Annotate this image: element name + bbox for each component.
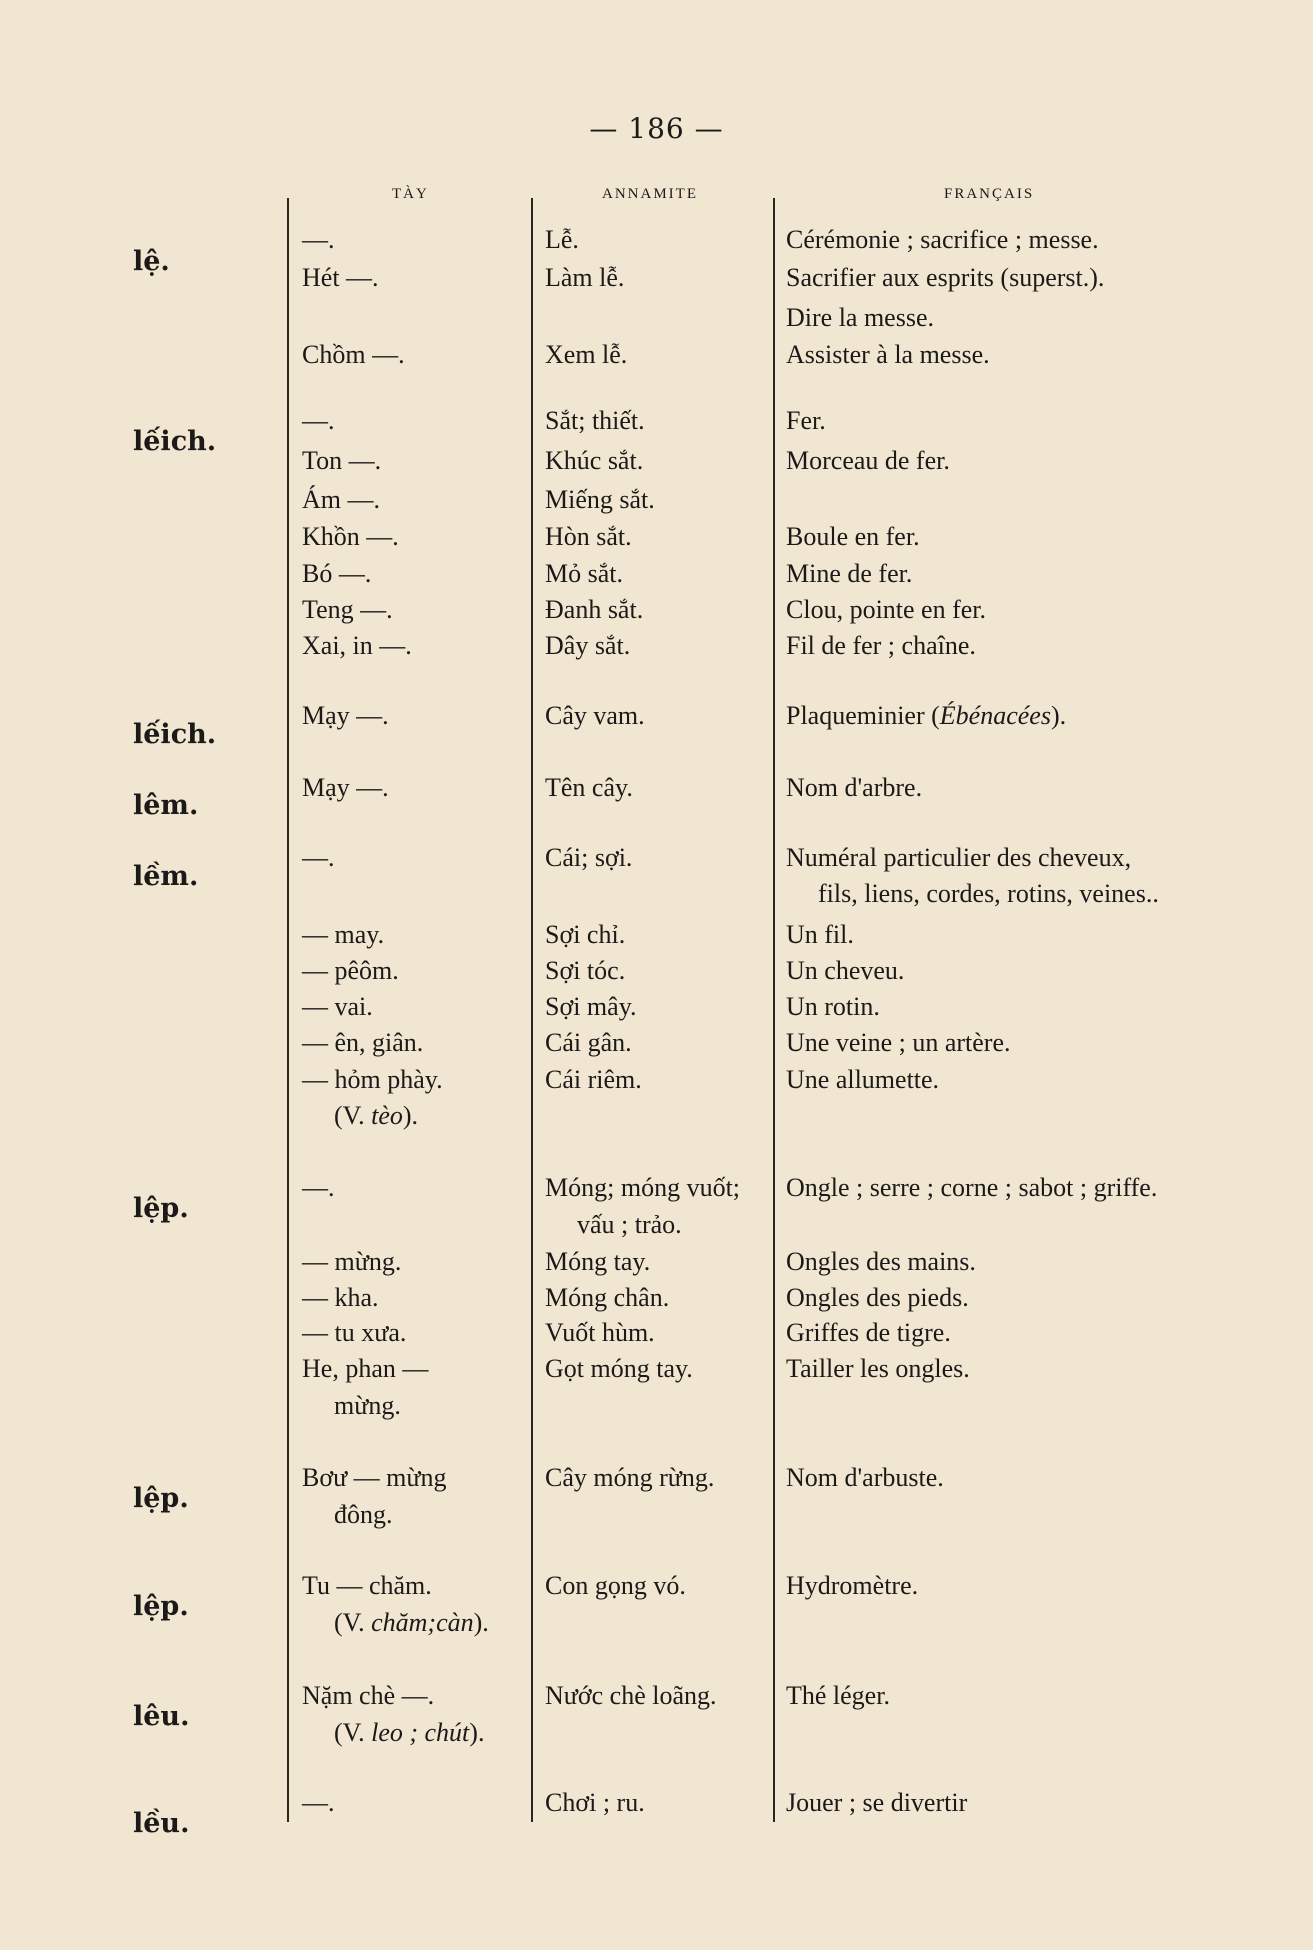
francais-cell xyxy=(786,1351,970,1387)
tay-cell xyxy=(302,840,335,876)
francais-cell xyxy=(786,1568,918,1604)
francais-cell-text: Nom d'arbuste. xyxy=(786,1463,944,1492)
francais-cell xyxy=(786,556,912,592)
francais-cell xyxy=(786,403,826,439)
tay-cell-italic: leo ; chút xyxy=(371,1718,470,1747)
francais-cell xyxy=(786,876,1159,912)
tay-cell-text: — hỏm phày. xyxy=(302,1065,443,1094)
column-rule-right xyxy=(773,198,775,1822)
tay-cell-text: — ên, giân. xyxy=(302,1028,424,1057)
annamite-cell xyxy=(545,592,643,628)
annamite-cell-text: Móng; móng vuốt; xyxy=(545,1173,741,1202)
annamite-cell-text: Vuốt hùm. xyxy=(545,1318,655,1347)
annamite-cell xyxy=(545,482,655,518)
francais-cell-text: Clou, pointe en fer. xyxy=(786,595,987,624)
francais-cell xyxy=(786,1315,951,1351)
tay-cell xyxy=(302,519,399,555)
tay-cell-text: —. xyxy=(302,406,335,435)
tay-cell-suffix: ). xyxy=(402,1101,419,1130)
francais-cell xyxy=(786,1785,967,1821)
annamite-cell xyxy=(545,917,625,953)
column-rule-left xyxy=(287,198,289,1822)
annamite-cell xyxy=(545,337,627,373)
tay-cell-text: Tu — chăm. xyxy=(302,1571,432,1600)
tay-cell-text: — pêôm. xyxy=(302,956,399,985)
francais-cell xyxy=(786,1280,969,1316)
annamite-cell xyxy=(545,1460,714,1496)
francais-cell-text: Dire la messe. xyxy=(786,303,935,332)
tay-cell-text: Bó —. xyxy=(302,559,372,588)
francais-cell-text: Plaqueminier ( xyxy=(786,701,940,730)
tay-cell-text: (V. xyxy=(334,1718,372,1747)
tay-cell xyxy=(302,1605,489,1641)
francais-cell xyxy=(786,337,990,373)
tay-cell-text: — tu xưa. xyxy=(302,1318,407,1347)
tay-cell-text: Chồm —. xyxy=(302,340,405,369)
francais-cell xyxy=(786,1062,939,1098)
annamite-cell-text: Miếng sắt. xyxy=(545,485,655,514)
annamite-cell xyxy=(545,403,645,439)
francais-cell-text: Un rotin. xyxy=(786,992,880,1021)
tay-cell-text: (V. xyxy=(334,1101,372,1130)
tay-cell xyxy=(302,1460,447,1496)
annamite-cell xyxy=(545,1280,669,1316)
tay-cell-text: — kha. xyxy=(302,1283,379,1312)
annamite-cell xyxy=(545,698,645,734)
tay-cell xyxy=(302,1315,406,1351)
annamite-cell-text: Cái; sợi. xyxy=(545,843,633,872)
annamite-cell-text: Mỏ sắt. xyxy=(545,559,623,588)
annamite-cell-text: Cây vam. xyxy=(545,701,645,730)
annamite-cell-text: Khúc sắt. xyxy=(545,446,644,475)
tay-cell xyxy=(302,1351,428,1387)
francais-cell-text: Morceau de fer. xyxy=(786,446,950,475)
annamite-cell-text: Nước chè loãng. xyxy=(545,1681,717,1710)
francais-cell-italic: Ébénacées xyxy=(939,701,1051,730)
annamite-cell-text: Con gọng vó. xyxy=(545,1571,686,1600)
francais-cell xyxy=(786,300,934,336)
tay-cell xyxy=(302,1062,443,1098)
francais-cell-text: Thé léger. xyxy=(786,1681,890,1710)
tay-cell-italic: tèo xyxy=(371,1101,403,1130)
francais-cell-text: Un fil. xyxy=(786,920,854,949)
tay-cell-italic: chăm;càn xyxy=(371,1608,474,1637)
tay-cell xyxy=(302,1388,401,1424)
tay-cell xyxy=(302,1568,432,1604)
tay-cell xyxy=(302,1244,401,1280)
annamite-cell-text: Làm lễ. xyxy=(545,263,625,292)
tay-cell xyxy=(302,628,412,664)
annamite-cell xyxy=(545,770,633,806)
tay-cell-text: —. xyxy=(302,225,335,254)
annamite-cell xyxy=(545,1351,693,1387)
tay-cell-text: —. xyxy=(302,1788,335,1817)
tay-cell-text: Nặm chè —. xyxy=(302,1681,435,1710)
francais-cell xyxy=(786,1025,1011,1061)
tay-cell-text: — may. xyxy=(302,920,385,949)
tay-cell-text: —. xyxy=(302,843,335,872)
annamite-cell xyxy=(545,1244,650,1280)
annamite-cell xyxy=(545,260,624,296)
annamite-cell-text: Đanh sắt. xyxy=(545,595,644,624)
tay-cell xyxy=(302,917,384,953)
tay-cell xyxy=(302,989,373,1025)
entry-headword: lếich. xyxy=(133,426,217,457)
tay-cell xyxy=(302,482,380,518)
annamite-cell-text: Chơi ; ru. xyxy=(545,1788,645,1817)
annamite-cell xyxy=(545,519,632,555)
tay-cell-text: Mạy —. xyxy=(302,773,389,802)
tay-cell-text: — vai. xyxy=(302,992,373,1021)
annamite-cell-text: Sợi tóc. xyxy=(545,956,626,985)
annamite-cell xyxy=(545,1315,655,1351)
annamite-cell-text: Tên cây. xyxy=(545,773,633,802)
francais-cell-text: Une veine ; un artère. xyxy=(786,1028,1011,1057)
francais-cell-text: Numéral particulier des cheveux, xyxy=(786,843,1132,872)
entry-headword: lệ. xyxy=(133,246,170,277)
francais-cell xyxy=(786,222,1099,258)
tay-cell xyxy=(302,592,393,628)
tay-cell xyxy=(302,260,379,296)
francais-cell-text: fils, liens, cordes, rotins, veines.. xyxy=(818,879,1159,908)
tay-cell xyxy=(302,1170,335,1206)
francais-cell xyxy=(786,840,1131,876)
tay-cell xyxy=(302,1025,423,1061)
annamite-cell xyxy=(545,953,625,989)
francais-cell-text: Assister à la messe. xyxy=(786,340,990,369)
tay-cell-text: Xai, in —. xyxy=(302,631,412,660)
annamite-cell-text: Cái gân. xyxy=(545,1028,632,1057)
francais-cell-text: Sacrifier aux esprits (superst.). xyxy=(786,263,1105,292)
tay-cell xyxy=(302,222,335,258)
tay-cell-text: —. xyxy=(302,1173,335,1202)
francais-cell-text: Ongles des pieds. xyxy=(786,1283,969,1312)
francais-cell-text: Mine de fer. xyxy=(786,559,913,588)
annamite-cell xyxy=(545,222,579,258)
entry-headword: lềm. xyxy=(133,861,199,892)
francais-cell-text: Fer. xyxy=(786,406,826,435)
francais-cell-text: Tailler les ongles. xyxy=(786,1354,970,1383)
annamite-cell-text: Hòn sắt. xyxy=(545,522,632,551)
entry-headword: lệp. xyxy=(133,1193,189,1224)
tay-cell xyxy=(302,953,399,989)
tay-cell xyxy=(302,443,381,479)
francais-cell xyxy=(786,519,920,555)
tay-cell-text: Ton —. xyxy=(302,446,382,475)
column-rule-middle xyxy=(531,198,533,1822)
annamite-cell-text: Móng chân. xyxy=(545,1283,670,1312)
tay-cell-text: Khồn —. xyxy=(302,522,399,551)
tay-cell xyxy=(302,1497,393,1533)
tay-cell xyxy=(302,1715,484,1751)
francais-cell xyxy=(786,592,986,628)
annamite-cell xyxy=(545,1207,682,1243)
francais-cell xyxy=(786,260,1104,296)
annamite-cell xyxy=(545,840,632,876)
francais-cell-text: Fil de fer ; chaîne. xyxy=(786,631,976,660)
entry-headword: lệp. xyxy=(133,1483,189,1514)
francais-cell-text: Un cheveu. xyxy=(786,956,905,985)
francais-cell xyxy=(786,1460,944,1496)
francais-cell-text: Ongle ; serre ; corne ; sabot ; griffe. xyxy=(786,1173,1158,1202)
annamite-cell-text: Sợi chỉ. xyxy=(545,920,626,949)
francais-cell xyxy=(786,698,1066,734)
annamite-cell-text: Cây móng rừng. xyxy=(545,1463,715,1492)
tay-cell-text: — mừng. xyxy=(302,1247,402,1276)
header-francais: FRANÇAIS xyxy=(944,186,1035,202)
francais-cell xyxy=(786,770,922,806)
entry-headword: lệp. xyxy=(133,1591,189,1622)
annamite-cell xyxy=(545,1785,645,1821)
tay-cell-text: Teng —. xyxy=(302,595,393,624)
francais-cell-text: Griffes de tigre. xyxy=(786,1318,951,1347)
annamite-cell-text: Cái riêm. xyxy=(545,1065,642,1094)
tay-cell xyxy=(302,1098,418,1134)
tay-cell-suffix: ). xyxy=(469,1718,485,1747)
header-tay: TÀY xyxy=(392,186,429,202)
francais-cell xyxy=(786,1170,1157,1206)
annamite-cell xyxy=(545,989,637,1025)
francais-cell xyxy=(786,443,950,479)
annamite-cell xyxy=(545,628,630,664)
annamite-cell-text: Xem lễ. xyxy=(545,340,628,369)
tay-cell xyxy=(302,1785,335,1821)
tay-cell-suffix: ). xyxy=(473,1608,489,1637)
annamite-cell-text: Dây sắt. xyxy=(545,631,631,660)
annamite-cell-text: Móng tay. xyxy=(545,1247,651,1276)
annamite-cell-text: Sợi mây. xyxy=(545,992,637,1021)
tay-cell xyxy=(302,1678,434,1714)
tay-cell xyxy=(302,403,335,439)
francais-cell-text: Nom d'arbre. xyxy=(786,773,923,802)
tay-cell xyxy=(302,337,405,373)
francais-cell-text: Ongles des mains. xyxy=(786,1247,976,1276)
page-number: — 186 — xyxy=(589,112,724,145)
tay-cell xyxy=(302,556,371,592)
tay-cell-text: mừng. xyxy=(334,1391,401,1420)
header-annamite: ANNAMITE xyxy=(602,186,698,202)
francais-cell xyxy=(786,917,854,953)
tay-cell-text: He, phan — xyxy=(302,1354,429,1383)
francais-cell xyxy=(786,628,976,664)
entry-headword: lều. xyxy=(133,1808,190,1839)
annamite-cell xyxy=(545,1025,632,1061)
entry-headword: lêu. xyxy=(133,1701,190,1732)
francais-cell xyxy=(786,1244,976,1280)
francais-cell xyxy=(786,953,904,989)
annamite-cell xyxy=(545,556,623,592)
entry-headword: lếich. xyxy=(133,719,217,750)
tay-cell xyxy=(302,698,389,734)
annamite-cell xyxy=(545,1062,642,1098)
francais-cell-text: Une allumette. xyxy=(786,1065,940,1094)
tay-cell-text: Hét —. xyxy=(302,263,379,292)
annamite-cell xyxy=(545,443,643,479)
annamite-cell xyxy=(545,1568,686,1604)
francais-cell-text: Boule en fer. xyxy=(786,522,920,551)
francais-cell-text: Jouer ; se divertir xyxy=(786,1788,968,1817)
francais-cell-text: Hydromètre. xyxy=(786,1571,919,1600)
entry-headword: lêm. xyxy=(133,790,199,821)
annamite-cell-text: vấu ; trảo. xyxy=(577,1210,682,1239)
annamite-cell xyxy=(545,1678,717,1714)
tay-cell-text: đông. xyxy=(334,1500,393,1529)
annamite-cell-text: Sắt; thiết. xyxy=(545,406,645,435)
tay-cell xyxy=(302,770,389,806)
annamite-cell-text: Lễ. xyxy=(545,225,579,254)
francais-cell-suffix: ). xyxy=(1050,701,1067,730)
annamite-cell xyxy=(545,1170,740,1206)
francais-cell-text: Cérémonie ; sacrifice ; messe. xyxy=(786,225,1099,254)
annamite-cell-text: Gọt móng tay. xyxy=(545,1354,693,1383)
tay-cell-text: Mạy —. xyxy=(302,701,389,730)
tay-cell-text: Bơư — mừng xyxy=(302,1463,447,1492)
francais-cell xyxy=(786,1678,890,1714)
tay-cell xyxy=(302,1280,379,1316)
tay-cell-text: Ám —. xyxy=(302,485,380,514)
tay-cell-text: (V. xyxy=(334,1608,372,1637)
francais-cell xyxy=(786,989,880,1025)
